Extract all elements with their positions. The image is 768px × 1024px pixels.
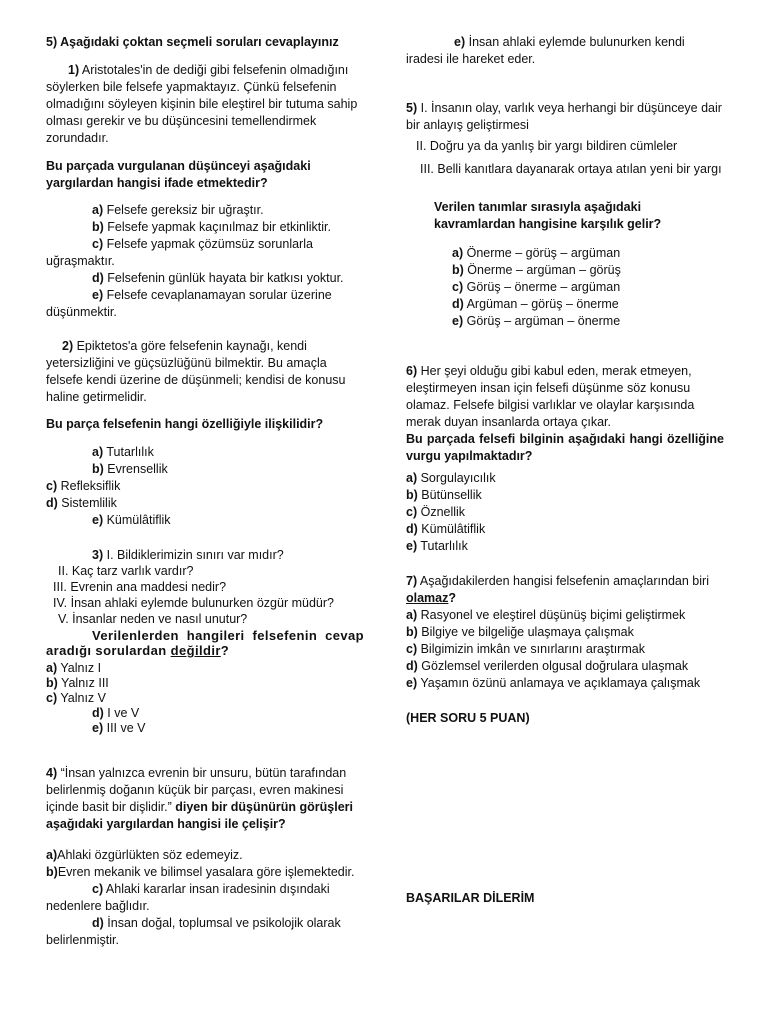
q2-option-d[interactable] (46, 495, 364, 512)
q3-items (46, 547, 364, 627)
option-letter: a) (452, 246, 464, 260)
option-letter: d) (92, 706, 104, 720)
option-text: Felsefe gereksiz bir uğraştır. (103, 203, 264, 217)
q3-question-underlined: değildir (170, 643, 221, 658)
q6-option-e[interactable] (406, 538, 724, 555)
option-text: Refleksiflik (57, 479, 121, 493)
q3-option-c[interactable] (46, 691, 364, 706)
q5-option-a[interactable] (452, 245, 768, 262)
option-letter: a) (406, 471, 418, 485)
option-text: İnsan doğal, toplumsal ve psikolojik olarak belirlenmiştir. (46, 916, 341, 947)
option-letter: d) (452, 297, 464, 311)
option-text: Felsefe yapmak kaçınılmaz bir etkinliktir. (103, 220, 331, 234)
q1-option-d[interactable] (46, 270, 364, 287)
q5-item-2: II. Doğru ya da yanlış bir yargı bildiren cümleler (416, 139, 678, 153)
q5-option-d[interactable] (452, 296, 768, 313)
option-letter: a) (46, 661, 58, 675)
q6-passage (406, 363, 724, 431)
option-text: Öznellik (417, 505, 466, 519)
q1-text: Aristotales'in de dediği gibi felsefenin olmadığını söylerken bile felsefe yapmaktayız. Çünkü felsefenin olmadığını söyleyen kişinin bile eleştirel bir tutuma sahip olması gerekir ve bu düşüncesini temellendirmek zorundadır. (46, 63, 358, 145)
option-letter: e) (92, 513, 104, 527)
option-letter: c) (46, 479, 58, 493)
q7-options (406, 607, 724, 692)
q3-option-a[interactable] (46, 661, 364, 676)
q4-number: 4) (46, 766, 58, 780)
option-text: Tutarlılık (417, 539, 468, 553)
q7-option-b[interactable] (406, 624, 724, 641)
q4-option-c[interactable] (46, 881, 364, 915)
q2-text: Epiktetos'a göre felsefenin kaynağı, kendi yetersizliğini ve güçsüzlüğünü bilmektir. Bu amaçla felsefe kendi üzerine de düşünmeli; kendisi de konusu haline getirmelidir. (46, 339, 346, 404)
option-letter: e) (406, 676, 418, 690)
q7-option-c[interactable] (406, 641, 724, 658)
q7-number: 7) (406, 574, 418, 588)
q4-quote: “İnsan yalnızca evrenin bir unsuru, bütün tarafından belirlenmiş doğanın küçük bir parçası, evren makinesi içinde basit bir dişlidir.” (46, 766, 347, 814)
option-letter: a) (92, 445, 104, 459)
q4-option-d[interactable] (46, 915, 364, 949)
q7-underlined: olamaz (406, 591, 449, 605)
option-text: Ahlaki özgürlükten söz edemeyiz. (57, 848, 243, 862)
option-letter: b) (406, 625, 418, 639)
q1-option-e[interactable] (46, 287, 364, 321)
option-letter: a) (406, 608, 418, 622)
option-letter: d) (406, 659, 418, 673)
option-letter: e) (92, 721, 104, 735)
option-text: Yalnız V (57, 691, 106, 705)
option-text: İnsan ahlaki eylemde bulunurken kendi iradesi ile hareket eder. (406, 35, 685, 66)
q6-option-d[interactable] (406, 521, 724, 538)
option-text: Evren mekanik ve bilimsel yasalara göre işlemektedir. (57, 865, 355, 879)
option-letter: d) (406, 522, 418, 536)
option-text: Felsefenin günlük hayata bir katkısı yoktur. (103, 271, 344, 285)
option-text: Sorgulayıcılık (417, 471, 496, 485)
q3-item-2: II. Kaç tarz varlık vardır? (58, 564, 194, 578)
option-text: Gözlemsel verilerden olgusal doğrulara ulaşmak (417, 659, 689, 673)
q5-option-c[interactable] (452, 279, 768, 296)
q4-option-a[interactable] (46, 847, 364, 864)
q1-passage (46, 62, 364, 147)
q3-item-4: IV. İnsan ahlaki eylemde bulunurken özgür müdür? (53, 596, 334, 610)
option-text: Argüman – görüş – önerme (463, 297, 619, 311)
q5-options (406, 245, 768, 330)
q4-question: diyen bir düşünürün görüşleri aşağıdaki yargılardan hangisi ile çelişir? (46, 800, 354, 831)
option-letter: b) (92, 220, 104, 234)
option-text: Yaşamın özünü anlamaya ve açıklamaya çalışmak (417, 676, 701, 690)
q1-option-c[interactable] (46, 236, 364, 270)
q7-question (406, 573, 716, 607)
q3-options (46, 661, 364, 736)
q7-option-a[interactable] (406, 607, 724, 624)
option-letter: e) (452, 314, 464, 328)
option-text: I ve V (103, 706, 140, 720)
option-letter: c) (92, 882, 104, 896)
points-note: (HER SORU 5 PUAN) (406, 711, 530, 725)
q1-options (46, 202, 364, 321)
q6-text: Her şeyi olduğu gibi kabul eden, merak etmeyen, eleştirmeyen insan için felsefi düşünme söz konusu olamaz. Felsefe bilgisi varlıklar ve olaylar karşısında merak duyan insanlarda ortaya çıkar. (406, 364, 695, 429)
option-text: Bütünsellik (417, 488, 482, 502)
option-letter: b) (92, 462, 104, 476)
q7-option-e[interactable] (406, 675, 724, 692)
q1-option-a[interactable] (46, 202, 364, 219)
q5-option-b[interactable] (452, 262, 768, 279)
option-text: Bilgimizin imkân ve sınırlarını araştırmak (417, 642, 645, 656)
q2-question: Bu parça felsefenin hangi özelliğiyle ilişkilidir? (46, 417, 324, 431)
option-letter: b) (46, 676, 58, 690)
q3-item-text: I. Bildiklerimizin sınırı var mıdır? (103, 548, 284, 562)
option-text: Kümülâtiflik (103, 513, 171, 527)
q5-item-3: III. Belli kanıtlara dayanarak ortaya atılan yeni bir yargı (420, 162, 722, 176)
q1-option-b[interactable] (46, 219, 364, 236)
option-text: Felsefe cevaplanamayan sorular üzerine düşünmektir. (46, 288, 332, 319)
option-text: Ahlaki kararlar insan iradesinin dışındaki nedenlere bağlıdır. (46, 882, 330, 913)
option-text: Evrensellik (103, 462, 168, 476)
q5-option-e[interactable] (452, 313, 768, 330)
option-letter: c) (406, 642, 418, 656)
q4-options (46, 847, 364, 949)
q3-question (46, 628, 364, 658)
option-letter: b) (406, 488, 418, 502)
q6-options (406, 470, 724, 555)
option-letter: e) (406, 539, 418, 553)
option-letter: c) (92, 237, 104, 251)
option-text: Görüş – argüman – önerme (463, 314, 621, 328)
q2-options (46, 444, 364, 529)
q2-option-a[interactable] (46, 444, 364, 461)
closing-wish: BAŞARILAR DİLERİM (406, 891, 535, 905)
option-text: Yalnız I (57, 661, 102, 675)
section-heading: 5) Aşağıdaki çoktan seçmeli soruları cevaplayınız (46, 35, 339, 49)
q6-option-a[interactable] (406, 470, 724, 487)
q3-question-text: Verilenlerden hangileri felsefenin cevap aradığı sorulardan (46, 628, 364, 658)
q7-option-d[interactable] (406, 658, 724, 675)
q2-number: 2) (62, 339, 74, 353)
option-letter: e) (454, 35, 466, 49)
q3-number: 3) (92, 548, 104, 562)
q2-option-c[interactable] (46, 478, 364, 495)
option-letter: d) (92, 271, 104, 285)
q6-option-c[interactable] (406, 504, 724, 521)
option-letter: c) (452, 280, 464, 294)
q3-item-1 (46, 547, 364, 563)
option-letter: a) (46, 848, 58, 862)
option-letter: a) (92, 203, 104, 217)
q4-option-b[interactable] (46, 864, 364, 881)
q6-question: Bu parçada felsefi bilginin aşağıdaki hangi özelliğine vurgu yapılmaktadır? (406, 432, 724, 463)
q4-option-e[interactable] (406, 34, 724, 68)
q7-end: ? (448, 591, 457, 605)
q3-item-3: III. Evrenin ana maddesi nedir? (53, 580, 227, 594)
option-letter: e) (92, 288, 104, 302)
q3-option-b[interactable] (46, 676, 364, 691)
q4-passage (46, 765, 364, 833)
q3-question-end: ? (220, 643, 230, 658)
option-text: Önerme – argüman – görüş (463, 263, 621, 277)
q5-item-text: I. İnsanın olay, varlık veya herhangi bir düşünceye dair bir anlayış geliştirmesi (406, 101, 722, 132)
q7-text: Aşağıdakilerden hangisi felsefenin amaçlarından biri (417, 574, 709, 588)
option-text: III ve V (103, 721, 146, 735)
option-text: Önerme – görüş – argüman (463, 246, 621, 260)
option-text: Tutarlılık (103, 445, 154, 459)
q5-item-1 (406, 100, 724, 134)
q2-option-e[interactable] (46, 512, 364, 529)
q3-option-e[interactable] (46, 721, 364, 736)
option-letter: b) (452, 263, 464, 277)
q5-question: Verilen tanımlar sırasıyla aşağıdaki kavramlardan hangisine karşılık gelir? (434, 200, 662, 231)
option-text: Bilgiye ve bilgeliğe ulaşmaya çalışmak (417, 625, 634, 639)
option-letter: c) (46, 691, 58, 705)
q2-option-b[interactable] (46, 461, 364, 478)
option-text: Kümülâtiflik (417, 522, 486, 536)
option-text: Görüş – önerme – argüman (463, 280, 621, 294)
option-letter: b) (46, 865, 58, 879)
option-letter: d) (92, 916, 104, 930)
q3-option-d[interactable] (46, 706, 364, 721)
q6-option-b[interactable] (406, 487, 724, 504)
option-letter: d) (46, 496, 58, 510)
q1-number: 1) (68, 63, 80, 77)
option-text: Sistemlilik (57, 496, 117, 510)
option-letter: c) (406, 505, 418, 519)
q2-passage (46, 338, 364, 406)
q3-item-5: V. İnsanlar neden ve nasıl unutur? (58, 612, 248, 626)
option-text: Rasyonel ve eleştirel düşünüş biçimi geliştirmek (417, 608, 686, 622)
q5-number: 5) (406, 101, 418, 115)
q1-question: Bu parçada vurgulanan düşünceyi aşağıdaki yargılardan hangisi ifade etmektedir? (46, 159, 311, 190)
option-text: Yalnız III (57, 676, 109, 690)
q6-number: 6) (406, 364, 418, 378)
option-text: Felsefe yapmak çözümsüz sorunlarla uğraşmaktır. (46, 237, 313, 268)
